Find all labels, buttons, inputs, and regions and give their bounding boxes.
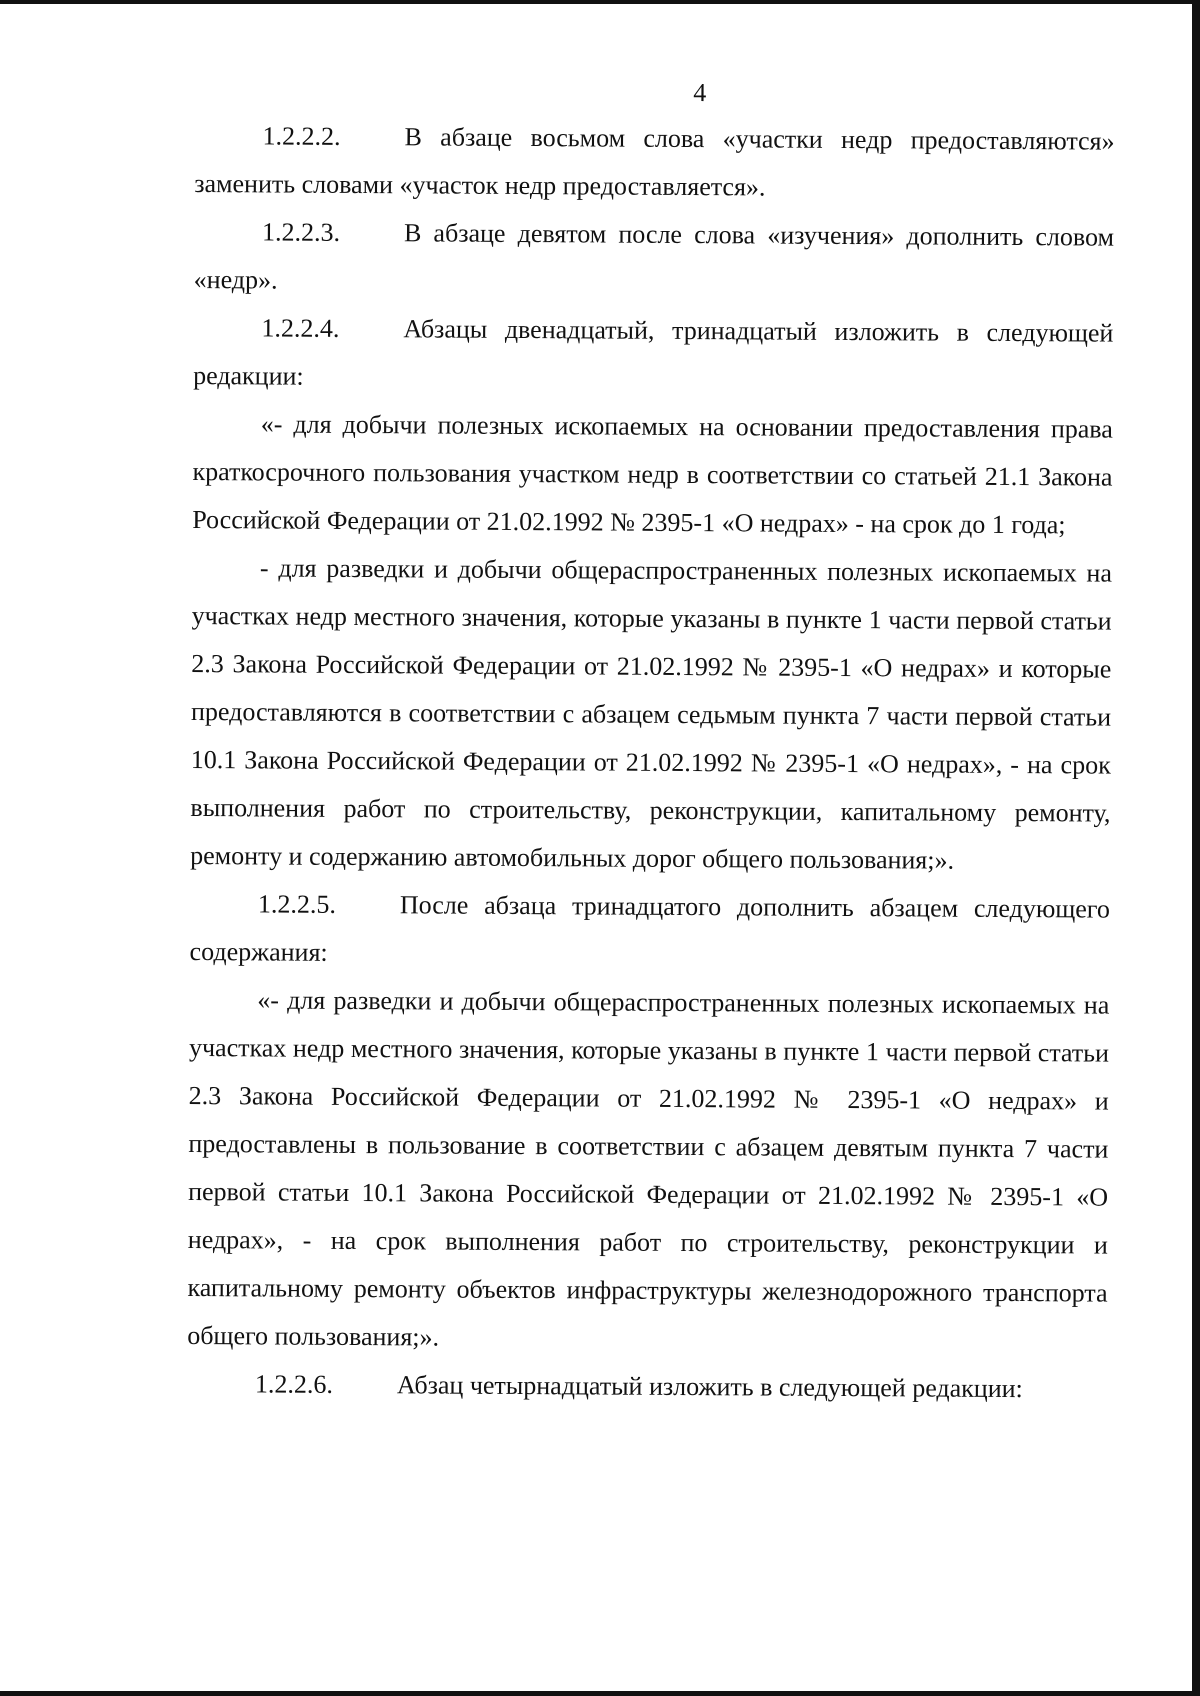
paragraph-1-2-2-6 bbox=[187, 1360, 1107, 1414]
scan-border-bottom bbox=[0, 1691, 1200, 1696]
paragraph-text: Абзацы двенадцатый, тринадцатый изложить в следующей редакции: bbox=[193, 314, 1114, 391]
document-page bbox=[187, 68, 1115, 1414]
item-number: 1.2.2.5. bbox=[257, 889, 336, 919]
item-number: 1.2.2.3. bbox=[261, 217, 341, 247]
paragraph-text: В абзаце девятом после слова «изучения» дополнить словом «недр». bbox=[193, 218, 1115, 295]
paragraph-text: В абзаце восьмом слова «участки недр предоставляются» заменить словами «участок недр предоставляется». bbox=[194, 122, 1115, 202]
paragraph-1-2-2-5 bbox=[189, 880, 1110, 982]
quoted-paragraph-railway-infrastructure: «- для разведки и добычи общераспространенных полезных ископаемых на участках недр местного значения, которые указаны в пункте 1 части первой статьи 2.3 Закона Российской Федерации от 21.02.1992 № 2395-1 «О недрах» и предоставлены в пользование в соответствии с абзацем девятым пункта 7 части первой статьи 10.1 Закона Российской Федерации от 21.02.1992 № 2395-1 «О недрах», - на срок выполнения работ по строительству, реконструкции и капитальному ремонту объектов инфраструктуры железнодорожного транспорта общего пользования;». bbox=[187, 985, 1110, 1352]
item-number: 1.2.2.2. bbox=[262, 121, 341, 151]
paragraph-text: После абзаца тринадцатого дополнить абзацем следующего содержания: bbox=[189, 890, 1110, 967]
item-number: 1.2.2.4. bbox=[261, 313, 340, 343]
scan-border-top bbox=[0, 0, 1200, 4]
page-number: 4 bbox=[693, 78, 707, 108]
paragraph-1-2-2-2 bbox=[194, 112, 1115, 214]
paragraph-text: Абзац четырнадцатый изложить в следующей редакции: bbox=[396, 1370, 1023, 1404]
quoted-paragraph-short-term-use: «- для добычи полезных ископаемых на основании предоставления права краткосрочного пользования участком недр в соответствии со статьей 21.1 Закона Российской Федерации от 21.02.1992 № 2395-1 «О недрах» - на срок до 1 года; bbox=[192, 409, 1113, 540]
scan-border-right bbox=[1192, 0, 1200, 1696]
paragraph-1-2-2-3 bbox=[194, 208, 1115, 310]
paragraph-1-2-2-4 bbox=[193, 304, 1114, 406]
item-number: 1.2.2.6. bbox=[254, 1369, 334, 1399]
quoted-paragraph-road-construction: - для разведки и добычи общераспространенных полезных ископаемых на участках недр местного значения, которые указаны в пункте 1 части первой статьи 2.3 Закона Российской Федерации от 21.02.1992 № 2395-1 «О недрах» и которые предоставляются в соответствии с абзацем седьмым пункта 7 части первой статьи 10.1 Закона Российской Федерации от 21.02.1992 № 2395-1 «О недрах», - на срок выполнения работ по строительству, реконструкции, капитальному ремонту, ремонту и содержанию автомобильных дорог общего пользования;». bbox=[190, 553, 1113, 875]
